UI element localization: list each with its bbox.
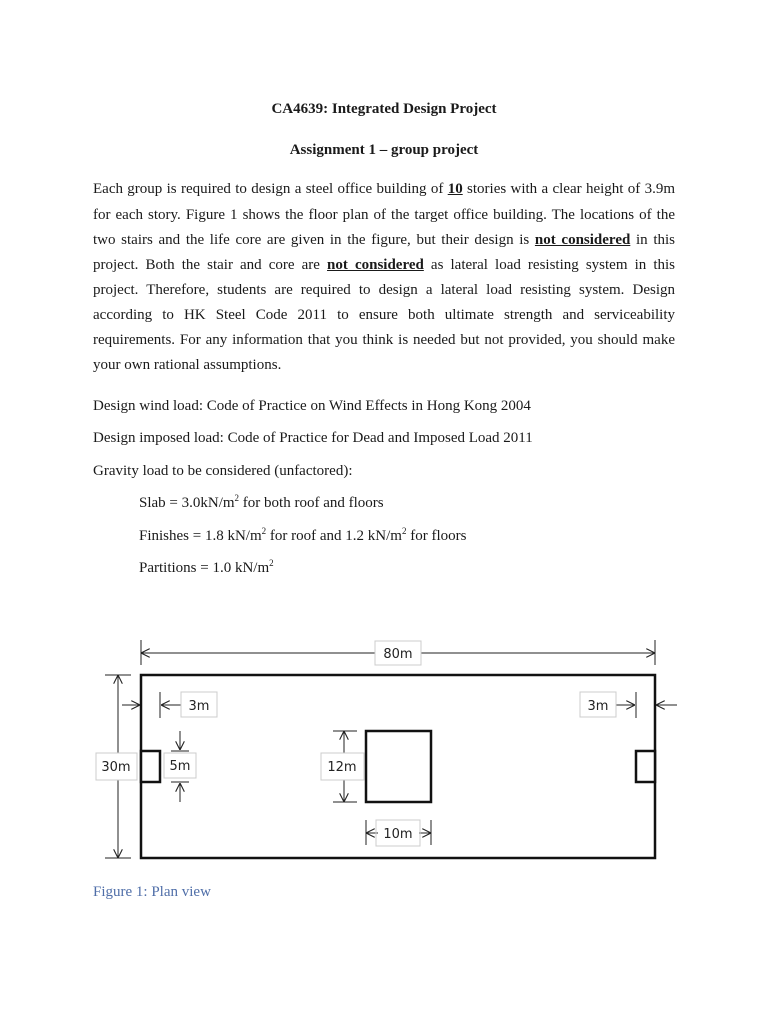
page-subtitle: Assignment 1 – group project — [289, 142, 479, 158]
right-stair — [636, 751, 655, 782]
left-offset-label: 3m — [188, 699, 210, 714]
page-title: CA4639: Integrated Design Project — [271, 101, 497, 117]
wind-load-line: Design wind load: Code of Practice on Wind Effects in Hong Kong 2004 — [93, 398, 531, 414]
right-offset-label: 3m — [587, 699, 609, 714]
stair-width-label: 5m — [169, 759, 191, 774]
core-width-label: 10m — [383, 827, 413, 842]
intro-line-3: two stairs and the life core are given in the figure, but their design is not considered in this — [93, 232, 675, 248]
lift-core — [366, 731, 431, 802]
figure-caption: Figure 1: Plan view — [93, 884, 211, 900]
left-stair — [141, 751, 160, 782]
partitions-load: Partitions = 1.0 $kN/m^2$ — [139, 558, 274, 576]
intro-line-5: project. Therefore, students are required to design a lateral load resisting system. Design — [93, 282, 675, 298]
width-label: 30m — [101, 760, 131, 775]
imposed-load-line: Design imposed load: Code of Practice for Dead and Imposed Load 2011 — [93, 430, 533, 446]
intro-line-2: for each story. Figure 1 shows the floor plan of the target office building. The locations of the — [93, 207, 675, 223]
gravity-heading: Gravity load to be considered (unfactored): — [93, 463, 353, 479]
intro-line-8: your own rational assumptions. — [93, 357, 282, 373]
intro-line-4: project. Both the stair and core are not considered as lateral load resisting system in this — [93, 257, 675, 273]
not-considered-emphasis: not considered — [327, 257, 424, 273]
intro-line-1: Each group is required to design a steel office building of 10 stories with a clear height of 3.9m — [93, 181, 675, 197]
intro-line-6: according to HK Steel Code 2011 to ensure both ultimate strength and serviceability — [93, 307, 675, 323]
story-count: 10 — [447, 181, 463, 197]
core-height-label: 12m — [327, 760, 357, 775]
length-label: 80m — [383, 647, 413, 662]
not-considered-emphasis: not considered — [534, 232, 631, 248]
intro-line-7: requirements. For any information that you think is needed but not provided, you should make — [93, 332, 675, 348]
slab-load: Slab = $3.0kN/m^2$ for both roof and floors — [139, 493, 384, 511]
finishes-load: Finishes = 1.8 $kN/m^2$ for roof and 1.2 $kN/m^2$ for floors — [139, 526, 467, 544]
